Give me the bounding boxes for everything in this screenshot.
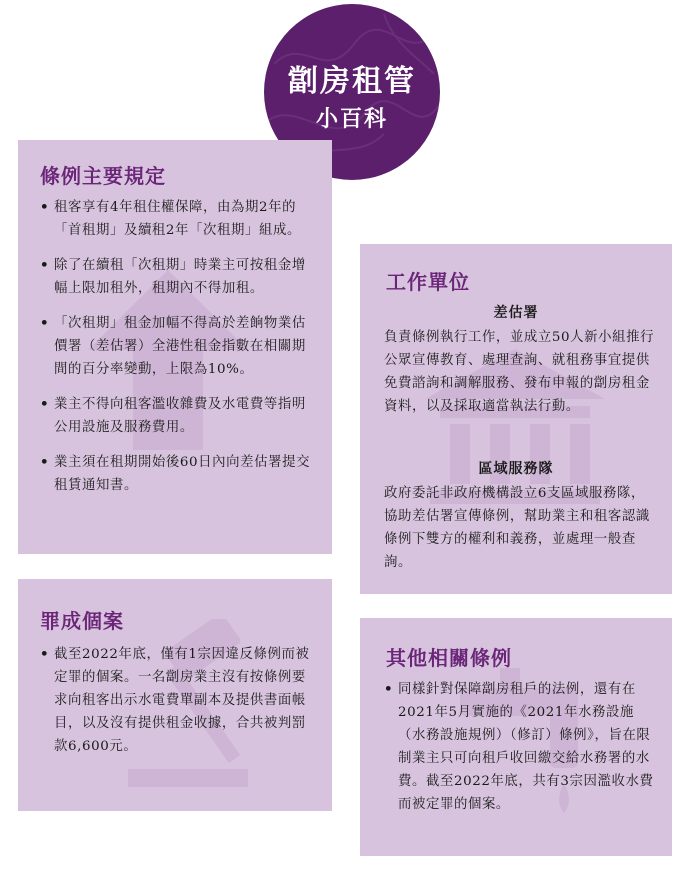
- rules-heading: 條例主要規定: [40, 164, 166, 188]
- rules-item: • 除了在續租「次租期」時業主可按租金增幅上限加租外，租期內不得加租。: [40, 254, 314, 300]
- rules-item: • 業主不得向租客濫收雜費及水電費等指明公用設施及服務費用。: [40, 393, 314, 439]
- rules-list: [40, 196, 314, 509]
- district-title: 區域服務隊: [478, 461, 554, 477]
- header-subtitle: 小百科: [315, 107, 388, 132]
- convictions-list: [40, 643, 316, 770]
- header-title: 劏房租管: [288, 64, 416, 99]
- rvd-title: 差估署: [493, 305, 539, 321]
- other-list: [384, 678, 658, 828]
- other-panel: [360, 618, 672, 856]
- convictions-heading: 罪成個案: [40, 609, 124, 633]
- other-item: • 同樣針對保障劏房租戶的法例，還有在2021年5月實施的《2021年水務設施（水務設施規例）（修訂）條例》，旨在限制業主只可向租戶收回繳交給水務署的水費。截至2022年底，共有3宗因濫收水費而被定罪的個案。: [384, 678, 658, 816]
- district-text: 政府委託非政府機構設立6支區域服務隊，協助差估署宣傳條例，幫助業主和租客認識條例下雙方的權利和義務，並處理一般查詢。: [384, 486, 650, 570]
- work-panel: [360, 244, 672, 594]
- rvd-text: 負責條例執行工作，並成立50人新小組推行公眾宣傳教育、處理查詢、就租務事宜提供免費諮詢和調解服務、發布申報的劏房租金資料，以及採取適當執法行動。: [384, 330, 655, 414]
- rules-panel: [18, 140, 332, 554]
- work-heading: 工作單位: [386, 270, 470, 294]
- rules-item: • 「次租期」租金加幅不得高於差餉物業估價署（差估署）全港性租金指數在相關期間的百分率變動，上限為10%。: [40, 312, 314, 381]
- rules-item: • 租客享有4年租住權保障，由為期2年的「首租期」及續租2年「次租期」組成。: [40, 196, 314, 242]
- other-heading: 其他相關條例: [386, 646, 512, 670]
- rules-item: • 業主須在租期開始後60日內向差估署提交租賃通知書。: [40, 451, 314, 497]
- convictions-panel: [18, 579, 332, 811]
- convictions-item: • 截至2022年底，僅有1宗因違反條例而被定罪的個案。一名劏房業主沒有按條例要求向租客出示水電費單副本及提供書面帳目，以及沒有提供租金收據，合共被判罰款6,600元。: [40, 643, 316, 758]
